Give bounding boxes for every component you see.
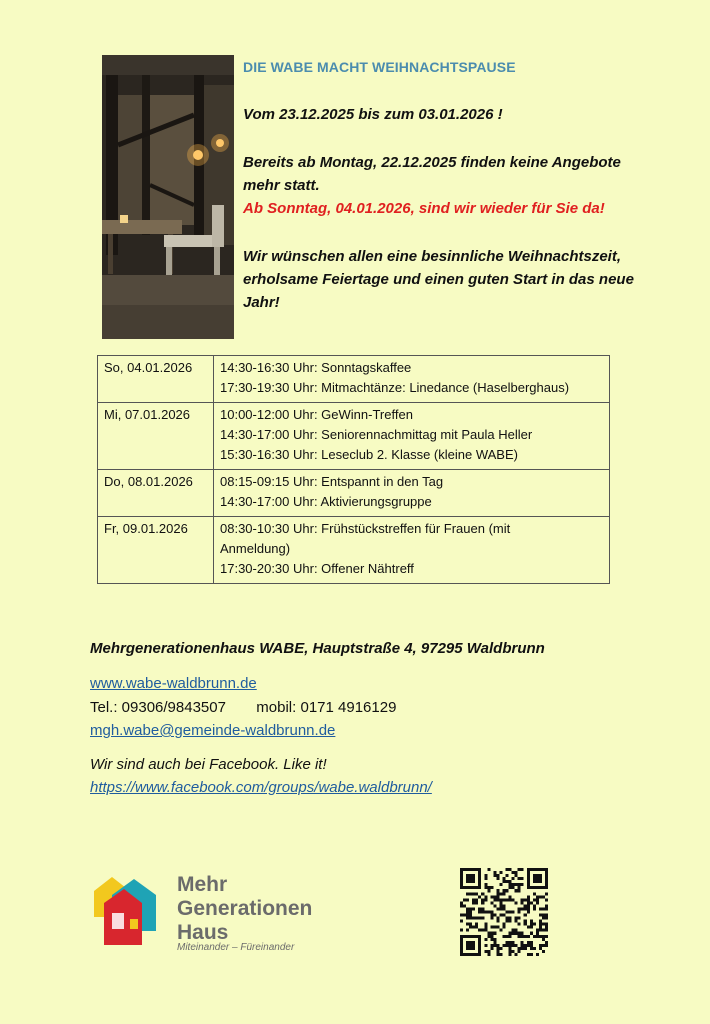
closure-notice-line2: mehr statt. — [243, 177, 320, 194]
holiday-wishes — [243, 245, 673, 314]
closure-notice — [243, 151, 673, 220]
schedule-items — [214, 356, 610, 403]
schedule-item: Anmeldung) — [220, 541, 291, 556]
schedule-item: 17:30-20:30 Uhr: Offener Nähtreff — [220, 561, 414, 576]
schedule-day: Fr, 09.01.2026 — [98, 517, 214, 584]
holiday-wishes-line2: erholsame Feiertage und einen guten Start in das neue — [243, 271, 634, 288]
logo-line2: Generationen — [177, 897, 313, 920]
qr-code — [460, 868, 548, 961]
courtyard-photo — [102, 55, 234, 339]
schedule-day: Mi, 07.01.2026 — [98, 403, 214, 470]
schedule-day: Do, 08.01.2026 — [98, 470, 214, 517]
table-row — [98, 356, 610, 403]
facebook-link[interactable]: https://www.facebook.com/groups/wabe.waldbrunn/ — [90, 779, 432, 796]
table-row — [98, 470, 610, 517]
schedule-item: 08:30-10:30 Uhr: Frühstückstreffen für Frauen (mit — [220, 521, 511, 536]
logo-tagline: Miteinander – Füreinander — [177, 942, 295, 953]
phone-number: Tel.: 09306/9843507 — [90, 699, 226, 716]
schedule-day: So, 04.01.2026 — [98, 356, 214, 403]
logo-line1: Mehr — [177, 873, 228, 896]
schedule-item: 14:30-16:30 Uhr: Sonntagskaffee — [220, 360, 412, 375]
table-row — [98, 517, 610, 584]
schedule-item: 17:30-19:30 Uhr: Mitmachtänze: Linedance (Haselberghaus) — [220, 380, 570, 395]
schedule-items — [214, 403, 610, 470]
schedule-item: 15:30-16:30 Uhr: Leseclub 2. Klasse (kleine WABE) — [220, 447, 518, 462]
schedule-item: 10:00-12:00 Uhr: GeWinn-Treffen — [220, 407, 413, 422]
schedule-items — [214, 517, 610, 584]
logo-line3: Haus — [177, 921, 229, 944]
closure-period: Vom 23.12.2025 bis zum 03.01.2026 ! — [243, 106, 503, 123]
table-row — [98, 403, 610, 470]
mgh-logo-icon — [90, 873, 164, 954]
mobile-number: mobil: 0171 4916129 — [256, 699, 397, 716]
schedule-table — [97, 355, 610, 584]
notice-title: DIE WABE MACHT WEIHNACHTSPAUSE — [243, 59, 516, 75]
address: Mehrgenerationenhaus WABE, Hauptstraße 4, 97295 Waldbrunn — [90, 640, 545, 657]
facebook-text: Wir sind auch bei Facebook. Like it! — [90, 756, 327, 773]
email-link[interactable]: mgh.wabe@gemeinde-waldbrunn.de — [90, 722, 336, 739]
schedule-items — [214, 470, 610, 517]
website-link[interactable]: www.wabe-waldbrunn.de — [90, 675, 257, 692]
schedule-item: 08:15-09:15 Uhr: Entspannt in den Tag — [220, 474, 444, 489]
closure-notice-line1: Bereits ab Montag, 22.12.2025 finden keine Angebote — [243, 154, 621, 171]
logo-wordmark — [177, 873, 312, 945]
holiday-wishes-line1: Wir wünschen allen eine besinnliche Weihnachtszeit, — [243, 248, 622, 265]
holiday-wishes-line3: Jahr! — [243, 294, 280, 311]
reopen-notice: Ab Sonntag, 04.01.2026, sind wir wieder für Sie da! — [243, 200, 605, 217]
schedule-item: 14:30-17:00 Uhr: Seniorennachmittag mit Paula Heller — [220, 427, 533, 442]
phone-line — [90, 699, 396, 716]
schedule-item: 14:30-17:00 Uhr: Aktivierungsgruppe — [220, 494, 432, 509]
